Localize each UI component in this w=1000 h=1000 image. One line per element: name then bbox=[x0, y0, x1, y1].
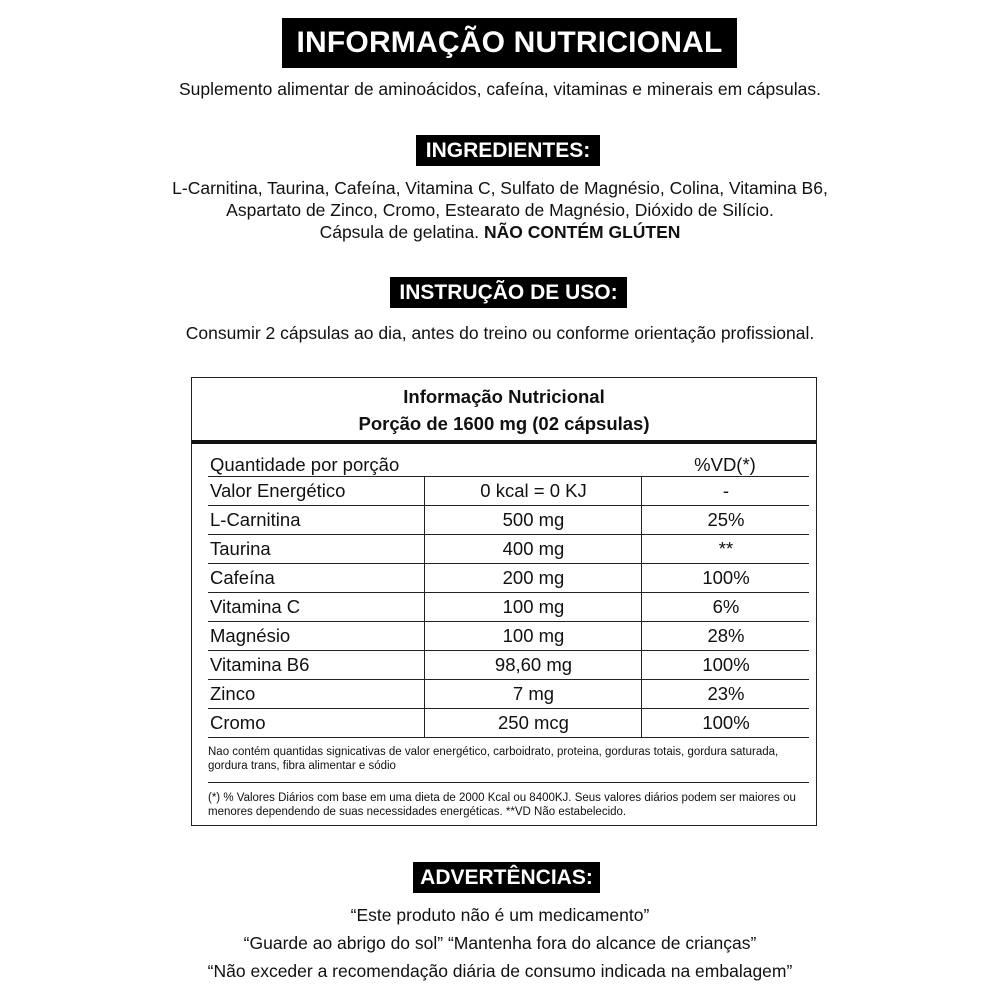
nutrient-amount: 98,60 mg bbox=[424, 651, 642, 679]
warning-line-2: “Guarde ao abrigo do sol” “Mantenha fora do alcance de crianças” bbox=[243, 933, 757, 953]
warning-line-3: “Não exceder a recomendação diária de consumo indicada na embalagem” bbox=[207, 961, 793, 981]
table-divider bbox=[192, 440, 816, 444]
nutrient-vd: 25% bbox=[641, 506, 810, 534]
capsule-text: Cápsula de gelatina. bbox=[319, 222, 480, 242]
nutrient-vd: 100% bbox=[641, 564, 810, 592]
table-row bbox=[208, 679, 809, 708]
nutrient-name: Magnésio bbox=[210, 625, 291, 646]
ingredients-line-2: Aspartato de Zinco, Cromo, Estearato de Magnésio, Dióxido de Silício. bbox=[226, 200, 774, 220]
ingredients-line-3 bbox=[0, 221, 1000, 243]
table-row bbox=[208, 592, 809, 621]
usage-instructions: Consumir 2 cápsulas ao dia, antes do treino ou conforme orientação profissional. bbox=[185, 323, 815, 343]
nutrient-name: Cromo bbox=[210, 712, 266, 733]
nutrient-vd: 23% bbox=[641, 680, 810, 708]
table-note-1: Nao contém quantidas signicativas de valor energético, carboidrato, proteina, gorduras totais, gordura saturada, gordura trans, fibra alimentar e sódio bbox=[208, 746, 779, 772]
table-header bbox=[192, 378, 816, 437]
usage-heading: INSTRUÇÃO DE USO: bbox=[390, 277, 627, 308]
ingredients-list bbox=[0, 177, 1000, 243]
table-row bbox=[208, 505, 809, 534]
nutrition-facts-table bbox=[191, 377, 817, 826]
nutrient-amount: 7 mg bbox=[424, 680, 642, 708]
nutrient-amount: 500 mg bbox=[424, 506, 642, 534]
warnings-heading: ADVERTÊNCIAS: bbox=[413, 862, 600, 893]
nutrient-name: Cafeína bbox=[210, 567, 275, 588]
table-row bbox=[208, 476, 809, 505]
nutrient-vd: 6% bbox=[641, 593, 810, 621]
nutrient-amount: 250 mcg bbox=[424, 709, 642, 737]
nutrient-name: Vitamina B6 bbox=[210, 654, 310, 675]
warning-line-1: “Este produto não é um medicamento” bbox=[350, 905, 650, 925]
nutrient-amount: 200 mg bbox=[424, 564, 642, 592]
table-row bbox=[208, 708, 809, 737]
nutrient-amount: 100 mg bbox=[424, 593, 642, 621]
nutrient-vd: ** bbox=[641, 535, 810, 563]
nutrient-name: Valor Energético bbox=[210, 480, 346, 501]
page-title: INFORMAÇÃO NUTRICIONAL bbox=[282, 18, 737, 68]
table-portion: Porção de 1600 mg (02 cápsulas) bbox=[358, 413, 650, 434]
quantity-label: Quantidade por porção bbox=[210, 454, 400, 475]
nutrient-name: Taurina bbox=[210, 538, 271, 559]
table-row bbox=[208, 563, 809, 592]
table-row bbox=[208, 621, 809, 650]
table-note-divider bbox=[208, 782, 809, 783]
nutrient-amount: 400 mg bbox=[424, 535, 642, 563]
table-row bbox=[208, 534, 809, 563]
nutrient-amount: 0 kcal = 0 KJ bbox=[424, 477, 642, 505]
nutrient-vd: 100% bbox=[641, 651, 810, 679]
nutrient-name: L-Carnitina bbox=[210, 509, 301, 530]
nutrient-name: Vitamina C bbox=[210, 596, 301, 617]
nutrient-amount: 100 mg bbox=[424, 622, 642, 650]
nutrient-vd: 28% bbox=[641, 622, 810, 650]
table-row bbox=[208, 650, 809, 679]
product-description: Suplemento alimentar de aminoácidos, cafeína, vitaminas e minerais em cápsulas. bbox=[179, 79, 821, 99]
nutrient-vd: - bbox=[641, 477, 810, 505]
ingredients-line-1: L-Carnitina, Taurina, Cafeína, Vitamina C, Sulfato de Magnésio, Colina, Vitamina B6, bbox=[172, 178, 828, 198]
warnings-list bbox=[0, 901, 1000, 985]
vd-label: %VD(*) bbox=[694, 454, 756, 475]
ingredients-heading: INGREDIENTES: bbox=[416, 135, 600, 166]
table-title: Informação Nutricional bbox=[403, 386, 605, 407]
nutrient-name: Zinco bbox=[210, 683, 256, 704]
gluten-free-notice: NÃO CONTÉM GLÚTEN bbox=[484, 222, 681, 242]
table-note-2: (*) % Valores Diários com base em uma dieta de 2000 Kcal ou 8400KJ. Seus valores diários podem ser maiores ou menores dependendo de suas necessidades energéticas. **VD Não estabelecido. bbox=[208, 792, 796, 818]
nutrient-vd: 100% bbox=[641, 709, 810, 737]
table-bottom-line bbox=[208, 737, 809, 738]
